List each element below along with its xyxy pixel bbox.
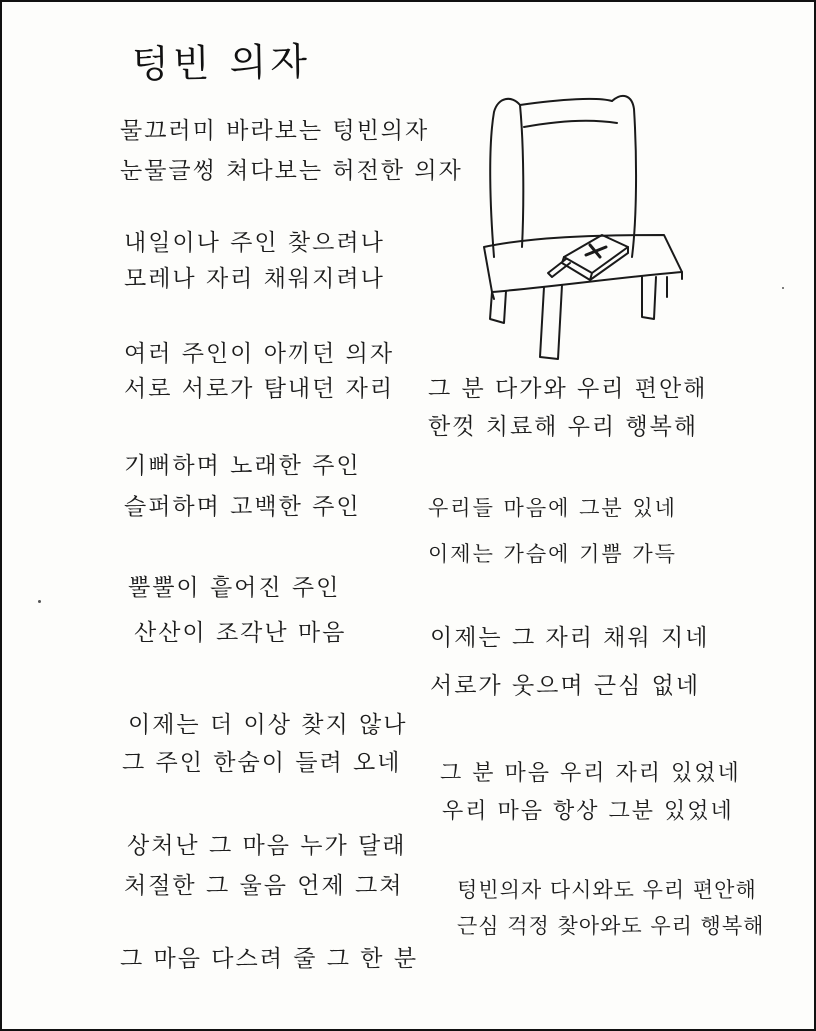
poem-line: 여러 주인이 아끼던 의자 bbox=[124, 341, 395, 367]
poem-line: 처절한 그 울음 언제 그쳐 bbox=[124, 873, 404, 899]
poem-line: 모레나 자리 채워지려나 bbox=[124, 266, 385, 292]
poem-line: 그 분 마음 우리 자리 있었네 bbox=[440, 761, 741, 786]
poem-line: 서로가 웃으며 근심 없네 bbox=[430, 673, 701, 699]
poem-line: 뿔뿔이 흩어진 주인 bbox=[128, 575, 341, 601]
chair-illustration bbox=[472, 87, 687, 367]
poem-line: 텅빈의자 다시와도 우리 편안해 bbox=[457, 878, 757, 902]
poem-line: 기뻐하며 노래한 주인 bbox=[124, 453, 361, 479]
poem-line: 내일이나 주인 찾으려나 bbox=[124, 230, 385, 256]
poem-line: 그 마음 다스려 줄 그 한 분 bbox=[120, 946, 419, 972]
poem-line: 근심 걱정 찾아와도 우리 행복해 bbox=[457, 914, 765, 938]
poem-line: 그 주인 한숨이 들려 오네 bbox=[122, 750, 402, 776]
poem-line: 이제는 더 이상 찾지 않나 bbox=[128, 712, 408, 738]
poem-line: 물끄러미 바라보는 텅빈의자 bbox=[120, 118, 430, 144]
poem-line: 이제는 가슴에 기쁨 가득 bbox=[428, 542, 677, 566]
poem-line: 우리들 마음에 그분 있네 bbox=[428, 496, 677, 520]
poem-title: 텅빈 의자 bbox=[131, 39, 312, 87]
poem-line: 서로 서로가 탐내던 자리 bbox=[124, 376, 395, 402]
poem-line: 슬퍼하며 고백한 주인 bbox=[124, 494, 361, 520]
poem-line: 이제는 그 자리 채워 지네 bbox=[430, 625, 710, 651]
poem-line: 산산이 조각난 마음 bbox=[134, 620, 347, 646]
poem-line: 그 분 다가와 우리 편안해 bbox=[428, 376, 708, 402]
ink-speck bbox=[38, 600, 41, 603]
ink-speck bbox=[782, 287, 784, 289]
poem-line: 눈물글썽 쳐다보는 허전한 의자 bbox=[120, 158, 463, 184]
poem-line: 상처난 그 마음 누가 달래 bbox=[127, 833, 407, 859]
poem-line: 우리 마음 항상 그분 있었네 bbox=[442, 799, 734, 824]
poem-line: 한껏 치료해 우리 행복해 bbox=[428, 414, 699, 440]
